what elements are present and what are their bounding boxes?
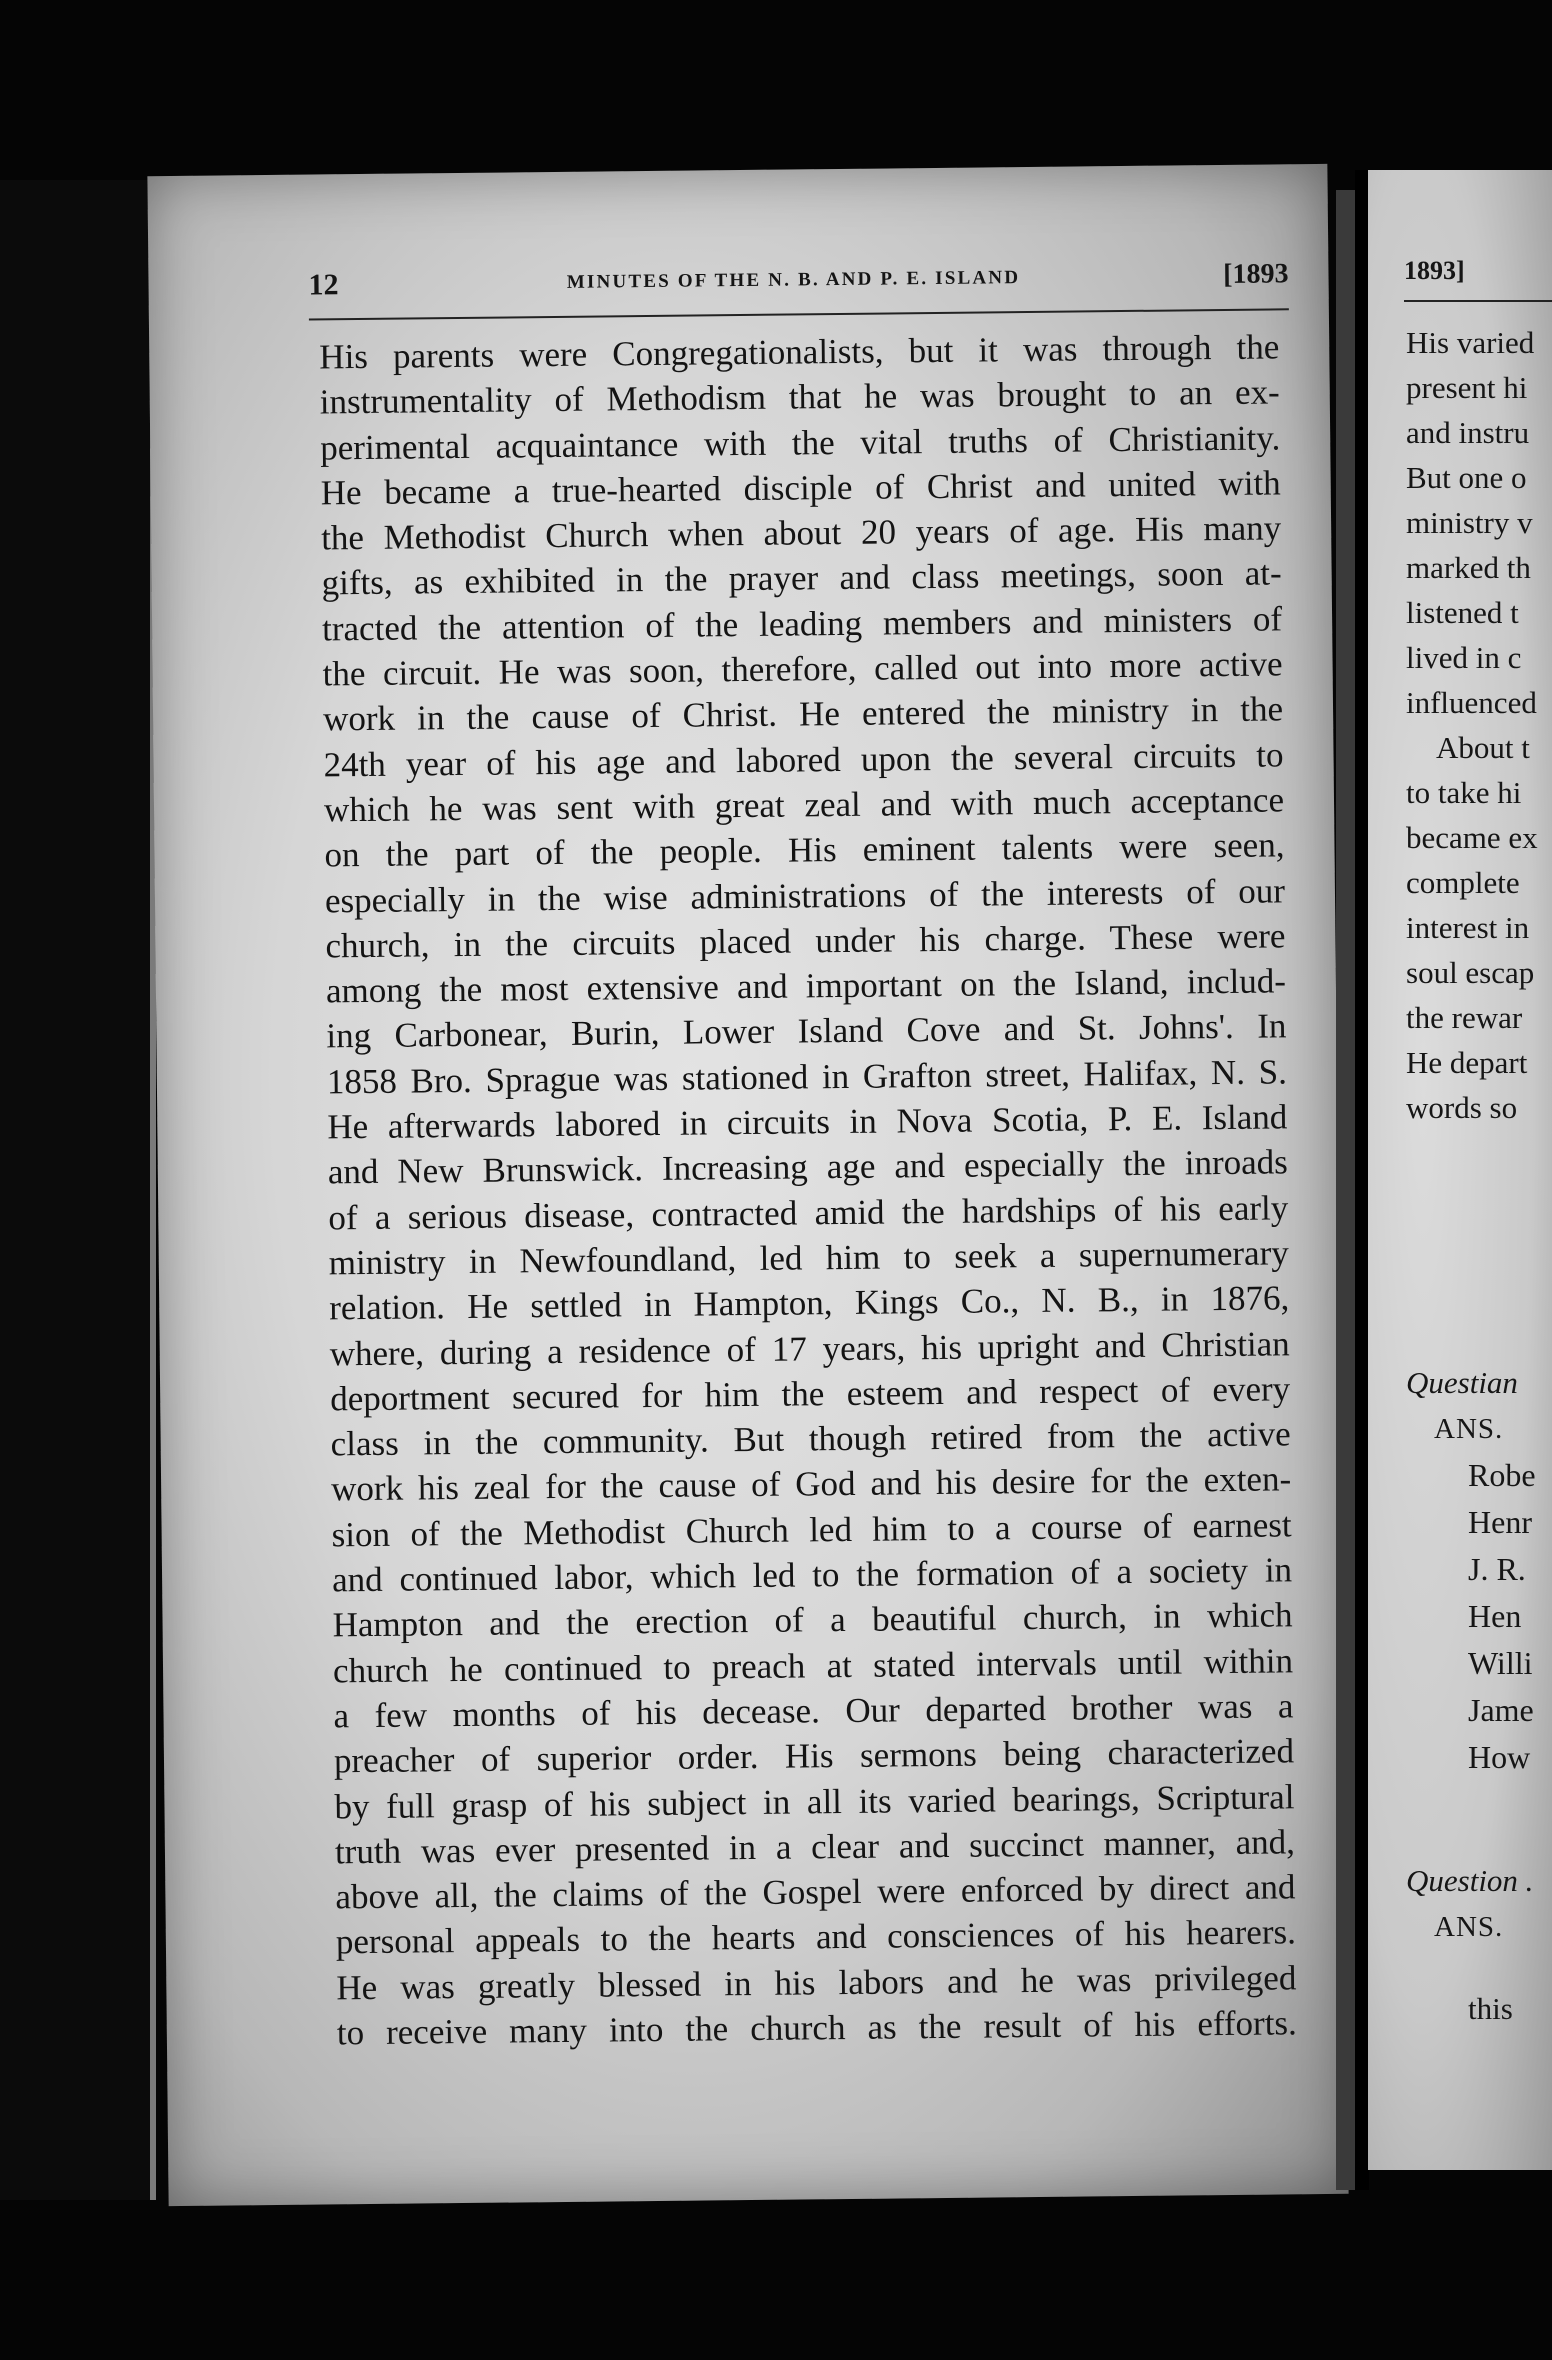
text-line: work his zeal for the cause of God and his desire for the exten- [330,1459,1292,1509]
text-line: words so [1406,1090,1518,1125]
text-line: But one o [1406,460,1527,495]
text-line: sion of the Methodist Church led him to a course of earnest [331,1505,1292,1555]
name-entry: Willi [1468,1645,1533,1681]
text-line: About t [1436,730,1530,765]
left-page [147,164,1348,2206]
text-line: relation. He settled in Hampton, Kings Co., N. B., in 1876, [329,1278,1290,1328]
text-line: lived in c [1406,640,1522,675]
text-line: present hi [1406,370,1528,405]
text-line: work in the cause of Christ. He entered the ministry in the [322,689,1284,739]
header-year: [1893 [1223,258,1289,290]
name-list [1406,1452,1536,1781]
text-line: church, in the circuits placed under his charge. These were [325,916,1286,966]
text-line: soul escap [1406,955,1535,990]
text-line: the circuit. He was soon, therefore, called out into more active [322,644,1283,694]
text-line: preacher of superior order. His sermons being characterized [333,1731,1295,1781]
text-line: a few months of his decease. Our departed brother was a [333,1686,1294,1736]
name-entry: Henr [1468,1504,1532,1540]
text-line: Hampton and the erection of a beautiful church, in which [332,1595,1293,1645]
text-line: He was greatly blessed in his labors and he was privileged [336,1957,1297,2008]
running-title: MINUTES OF THE N. B. AND P. E. ISLAND [566,267,1021,293]
right-header-rule [1404,300,1552,302]
text-line: the rewar [1406,1000,1523,1035]
answer-label: ANS. [1434,1911,1504,1943]
text-line: the Methodist Church when about 20 years of age. His many [320,508,1282,558]
text-line: among the most extensive and important on the Island, includ- [325,961,1287,1011]
right-page [1368,170,1552,2170]
text-line: and New Brunswick. Increasing age and especially the inroads [327,1142,1288,1192]
text-line: to take hi [1406,775,1522,810]
question-block-2 [1406,1858,1533,2032]
text-line: where, during a residence of 17 years, his upright and Christian [329,1323,1290,1373]
name-entry: Hen [1468,1598,1522,1634]
right-header-year: 1893] [1404,256,1465,285]
text-line: He became a true-hearted disciple of Christ and united with [320,463,1281,513]
answer-label: ANS. [1434,1413,1504,1445]
left-margin-dark [0,180,150,2200]
text-line: and continued labor, which led to the formation of a society in [331,1550,1293,1600]
text-line: perimental acquaintance with the vital truths of Christianity. [320,417,1281,468]
body-text [319,324,1297,2055]
text-line: which he was sent with great zeal and with much acceptance [323,780,1285,830]
text-line: tracted the attention of the leading members and ministers of [321,599,1283,649]
text-line: He afterwards labored in circuits in Nova Scotia, P. E. Island [327,1097,1288,1147]
text-line: on the part of the people. His eminent talents were seen, [324,825,1285,875]
text-line: 24th year of his age and labored upon the several circuits to [323,735,1284,785]
text-line: His varied [1406,325,1535,360]
gutter [1336,190,1356,2190]
text-line: His parents were Congregationalists, but it was through the [319,327,1280,377]
text-line: He depart [1406,1045,1528,1080]
name-entry: Robe [1468,1457,1536,1493]
text-line: became ex [1406,820,1538,855]
text-line: and instru [1406,415,1530,450]
gutter-shadow [1355,170,1369,2190]
question-label: Questian [1406,1365,1518,1400]
text-line: personal appeals to the hearts and consciences of his hearers. [335,1912,1297,1962]
text-line: ing Carbonear, Burin, Lower Island Cove and St. Johns'. In [326,1006,1287,1056]
page-number: 12 [308,268,339,302]
text-line: by full grasp of his subject in all its varied bearings, Scriptural [334,1776,1295,1826]
text-line: interest in [1406,910,1530,945]
text-line: gifts, as exhibited in the prayer and class meetings, soon at- [321,553,1282,603]
text-line: to receive many into the church as the result of his efforts. [336,2003,1298,2053]
text-line: ministry v [1406,505,1533,540]
answer-text: this [1468,1991,1513,2026]
text-line: 1858 Bro. Sprague was stationed in Grafton street, Halifax, N. S. [326,1052,1288,1102]
header-rule [309,308,1289,320]
text-line: deportment secured for him the esteem and respect of every [330,1369,1291,1419]
text-line: church he continued to preach at stated intervals until within [332,1640,1294,1690]
text-line: marked th [1406,550,1531,585]
running-head [308,258,1288,308]
name-entry: How [1468,1739,1531,1775]
text-line: ministry in Newfoundland, led him to seek a supernumerary [328,1233,1289,1283]
question-block-1 [1406,1360,1536,1781]
right-body-text [1406,320,1552,1130]
text-line: listened t [1406,595,1519,630]
name-entry: J. R. [1468,1551,1526,1587]
name-entry: Jame [1468,1692,1534,1728]
text-line: of a serious disease, contracted amid the hardships of his early [328,1187,1289,1238]
text-line: instrumentality of Methodism that he was brought to an ex- [319,372,1280,422]
question-label: Question . [1406,1863,1534,1898]
text-line: influenced [1406,685,1537,720]
text-line: above all, the claims of the Gospel were enforced by direct and [335,1867,1296,1917]
text-line: especially in the wise administrations of the interests of our [324,870,1286,920]
text-line: truth was ever presented in a clear and succinct manner, and, [334,1822,1296,1872]
text-line: class in the community. But though retired from the active [330,1414,1291,1464]
text-line: complete [1406,865,1520,900]
